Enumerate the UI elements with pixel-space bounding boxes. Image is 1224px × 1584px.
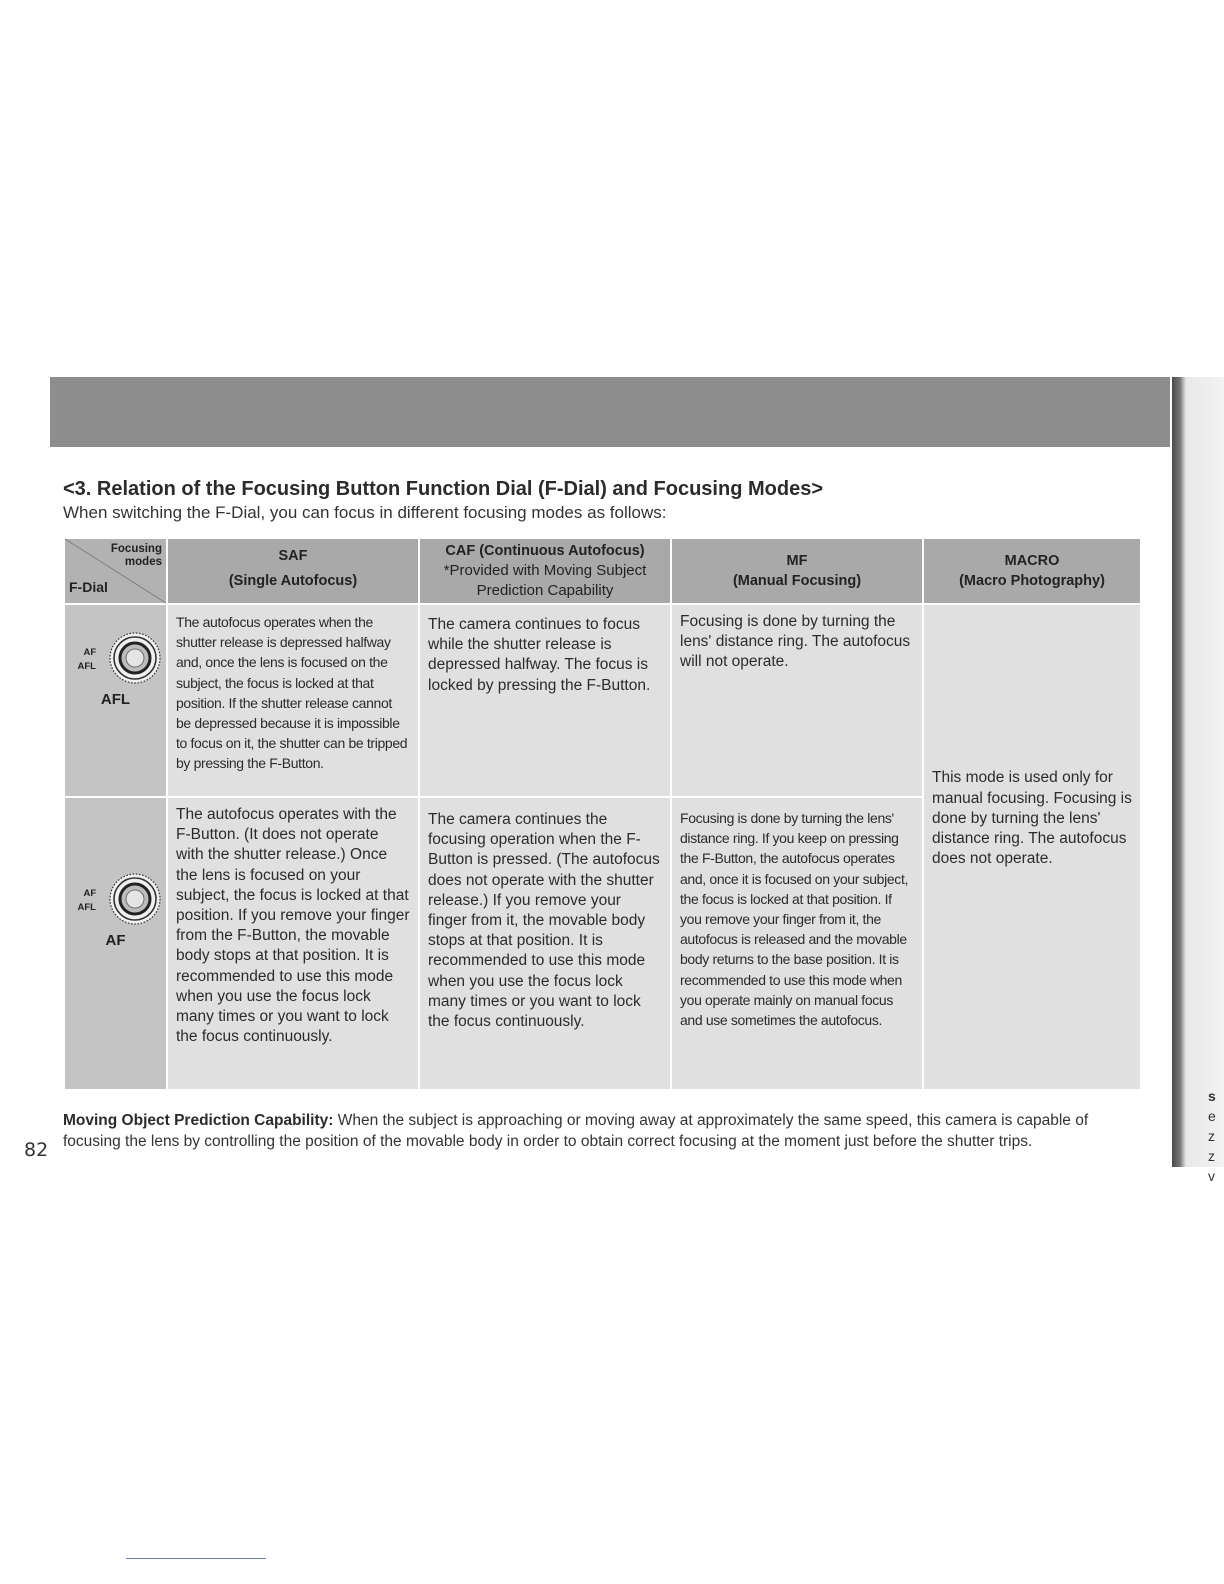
corner-focusing-modes: Focusing modes [110, 543, 162, 568]
footnote [63, 1111, 1143, 1152]
table-corner-header [65, 539, 166, 603]
page-number: 82 [24, 1139, 49, 1161]
next-page-edge [1172, 377, 1224, 1167]
column-subtitle: *Provided with Moving Subject Prediction Capability [443, 562, 647, 599]
edge-letter: z [1208, 1148, 1215, 1164]
edge-letter: v [1208, 1168, 1215, 1184]
cell-macro: This mode is used only for manual focusing. Focusing is done by turning the lens' distance ring. The autofocus does not operate. [924, 605, 1140, 1089]
cell-afl-mf: Focusing is done by turning the lens' distance ring. The autofocus will not operate. [672, 605, 922, 796]
edge-letter: z [1208, 1128, 1215, 1144]
column-header-mf [672, 539, 922, 603]
next-page-letters [1208, 1086, 1224, 1186]
cell-af-caf: The camera continues the focusing operation when the F-Button is pressed. (The autofocus does not operate with the shutter release.) If you remove your finger from it, the movable body stops at that position. It is recommended to use this mode when you use the focus lock many times or you want to lock the focus continuously. [420, 798, 670, 1089]
cell-af-mf: Focusing is done by turning the lens' distance ring. If you keep on pressing the F-Button, the autofocus operates and, once it is focused on your subject, the focus is locked at that position. If you remove your finger from it, the autofocus is released and the movable body returns to the base position. It is recommended to use this mode when you operate mainly on manual focus and use sometimes the autofocus. [672, 798, 922, 1089]
edge-letter: s [1208, 1088, 1216, 1104]
column-header-caf [420, 539, 670, 603]
dial-icon [108, 872, 162, 926]
column-title: SAF [278, 548, 308, 564]
f-dial-graphic: AF AFL [68, 860, 164, 932]
column-header-macro [924, 539, 1140, 603]
cell-afl-caf: The camera continues to focus while the shutter release is depressed halfway. The focus is locked by pressing the F-Button. [420, 605, 670, 796]
header-band [50, 377, 1170, 447]
focusing-modes-table [63, 537, 1142, 1091]
edge-letter: e [1208, 1108, 1216, 1124]
column-title: CAF (Continuous Autofocus) [445, 543, 645, 559]
footnote-label: Moving Object Prediction Capability: [63, 1112, 334, 1129]
f-dial-afl-cell [65, 605, 166, 796]
column-title: MACRO [1004, 553, 1060, 569]
column-subtitle: (Single Autofocus) [228, 573, 358, 589]
column-subtitle: (Manual Focusing) [732, 573, 862, 589]
f-dial-graphic: AF AFL [68, 619, 164, 691]
cell-af-saf: The autofocus operates with the F-Button. (It does not operate with the shutter release.) Once the lens is focused on your subject, the focus is locked at that position. If you remove your finger from the F-Button, the movable body stops at that position. It is recommended to use this mode when you use the focus lock many times or you want to lock the focus continuously. [168, 798, 418, 1089]
footnote-text: When the subject is approaching or moving away at approximately the same speed, this camera is capable of focusing the lens by controlling the position of the movable body in order to obtain correct focusing at the moment just before the shutter trips. [63, 1112, 1089, 1150]
footer-rule [126, 1558, 266, 1559]
column-title: MF [786, 553, 808, 569]
page-subtitle: When switching the F-Dial, you can focus in different focusing modes as follows: [63, 503, 667, 522]
cell-afl-saf: The autofocus operates when the shutter release is depressed halfway and, once the lens is focused on the subject, the focus is locked at that position. If the shutter release cannot be depressed because it is impossible to focus on it, the shutter can be tripped by pressing the F-Button. [168, 605, 418, 796]
dial-icon [108, 631, 162, 685]
column-header-saf [168, 539, 418, 603]
dial-setting-caption: AF [105, 932, 126, 949]
f-dial-af-cell [65, 798, 166, 1089]
page-title: <3. Relation of the Focusing Button Function Dial (F-Dial) and Focusing Modes> [63, 478, 823, 500]
column-subtitle: (Macro Photography) [959, 573, 1105, 589]
dial-setting-caption: AFL [100, 691, 131, 708]
corner-f-dial: F-Dial [69, 579, 108, 595]
